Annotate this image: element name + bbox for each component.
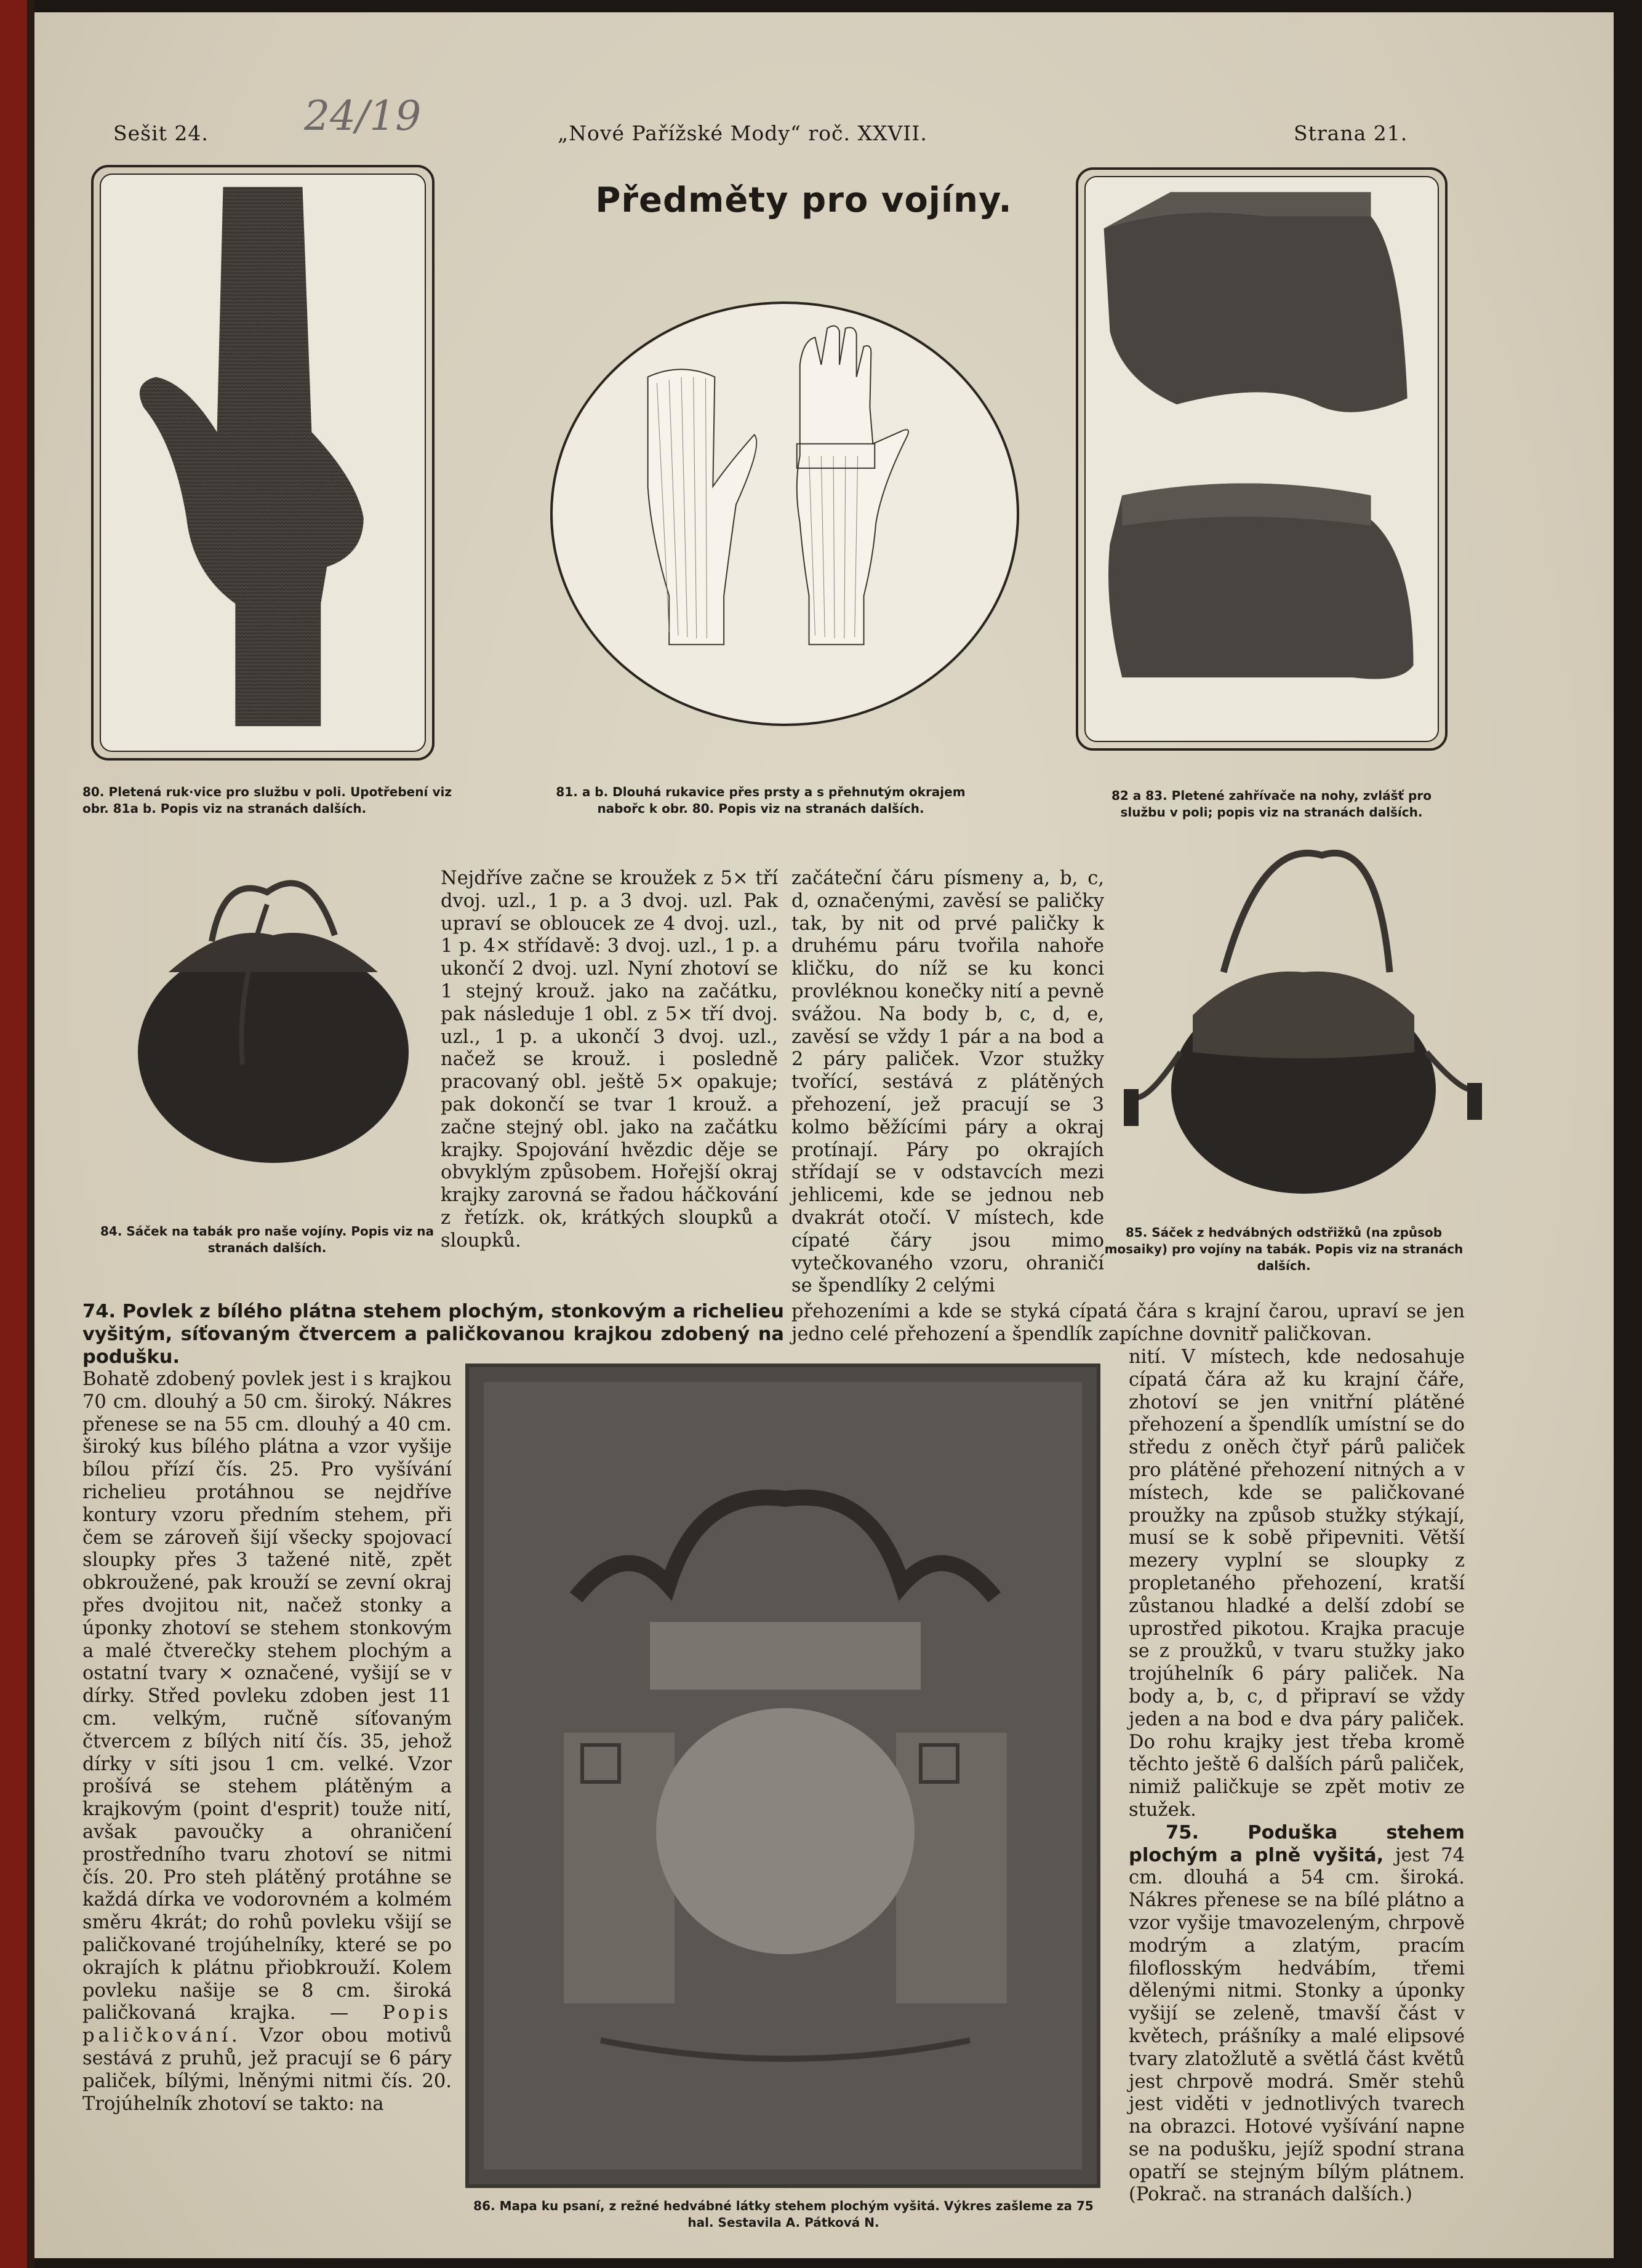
gloves-illustration <box>553 304 1017 724</box>
writing-folder-illustration <box>465 1364 1100 2188</box>
caption-fig-86: 86. Mapa ku psaní, z režné hedvábné látky stehem plochým vyšitá. Výkres zašleme za 75 hal. Sestavila A. Pátková N. <box>473 2198 1094 2230</box>
caption-fig-82-83: 82 a 83. Pletené zahřívače na nohy, zvlášť pro službu v poli; popis viz na stranách dalších. <box>1111 788 1432 820</box>
figure-86-photo <box>465 1364 1100 2188</box>
pencil-annotation: 24/19 <box>304 92 422 140</box>
text-column-right <box>1129 1346 1465 2206</box>
silk-pouch-85 <box>1119 831 1488 1206</box>
page-title: Předměty pro vojíny. <box>595 180 1012 220</box>
issue-number: Sešit 24. <box>113 121 209 145</box>
figure-82-83-frame <box>1076 167 1448 751</box>
section-74-title: 74. Povlek z bílého plátna stehem plochým, stonkovým a richelieu vyšitým, síťovaným čtvercem a paličkovanou krajkou zdobený na podušku. <box>82 1301 784 1368</box>
binding-shadow <box>27 0 34 2268</box>
page-number: Strana 21. <box>1294 121 1408 145</box>
caption-fig-84: 84. Sáček na tabák pro naše vojíny. Popis viz na stranách dalších. <box>100 1224 434 1255</box>
text-column-left <box>82 1368 452 2115</box>
tobacco-pouch-84 <box>113 868 433 1175</box>
magazine-page <box>34 12 1614 2258</box>
section-74-body: Bohatě zdobený povlek jest i s krajkou 70 cm. dlouhý a 50 cm. široký. Nákres přenese se na 55 cm. dlouhý a 40 cm. široký kus bílého plátna a vzor vyšije bílou přízí čís. 25. Pro vyšívání richelieu protáhnou se nejdříve kontury vzoru předním stehem, při čem se zároveň šijí všecky spojovací sloupky přes 3 tažené nitě, zpět obkroužené, pak krouží se zevní okraj přes dvojitou nit, načež stonky a úponky zhotoví se stehem stonkovým a malé čtverečky stehem plochým a ostatní tvary × označené, vyšijí se v dírky. Střed povleku zdoben jest 11 cm. velkým, ručně síťovaným čtvercem z bílých nití čís. 35, jehož dírky v síti jsou 1 cm. velké. Vzor prošívá se stehem plátěným a krajkovým (point d'esprit) touže nití, avšak pavoučky a ohraničení prostředního tvaru zhotoví se nitmi čís. 20. Pro steh plátěný protáhne se každá dírka ve vodorovném a kolmém směru 4krát; do rohů povleku všijí se paličkované trojúhelníky, které se po okrajích k plátnu přiobkrouží. Kolem povleku našije se 8 cm. široká paličkovaná krajka. — <box>82 1368 452 2024</box>
caption-fig-80: 80. Pletená ruk·vice pro službu v poli. Upotřebení viz obr. 81a b. Popis viz na stranách dalších. <box>82 785 452 816</box>
figure-81-circle <box>550 301 1019 726</box>
section-74-tail: Vzor obou motivů sestává z pruhů, jež pracují se 6 páry paliček, bílými, lněnými nitmi čís. 20. Trojúhelník zhotoví se takto: na <box>82 2025 452 2115</box>
caption-fig-81: 81. a b. Dlouhá rukavice přes prsty a s přehnutým okrajem nabořc k obr. 80. Popis viz na stranách dalších. <box>556 785 966 816</box>
text-wide-continuation: přehozeními a kde se styká cípatá čára s krajní čarou, upraví se jen jedno celé přehození a špendlík zapíchne dovnitř paličkovan. <box>791 1301 1465 1345</box>
section-74-heading <box>82 1301 784 1368</box>
figure-80-frame <box>91 165 435 761</box>
leg-warmers-illustration <box>1086 177 1438 741</box>
section-74-popis: Popis paličkování. <box>82 2002 452 2047</box>
section-75-body: jest 74 cm. dlouhá a 54 cm. široká. Nákres přenese se na bílé plátno a vzor vyšije tmavozeleným, chrpově modrým a zlatým, pracím filoflosským hedvábím, třemi dělenými nitmi. Stonky a úponky vyšijí se zeleně, tmavší část v květech, prášníky a malé elipsové tvary zlatožlutě a světlá část květů jest chrpově modrá. Směr stehů jest viděti v jednotlivých tvarech na obrazci. Hotové vyšívání napne se na podušku, jejíž spodní strana opatří se stejným bílým plátnem. (Pokrač. na stranách dalších.) <box>1129 1844 1465 2206</box>
magazine-title: „Nové Pařížské Mody“ roč. XXVII. <box>558 121 927 145</box>
caption-fig-85: 85. Sáček z hedvábných odstřižků (na způsob mosaiky) pro vojíny na tabák. Popis viz na stranách dalších. <box>1104 1225 1464 1273</box>
knitted-mitten-illustration <box>101 175 425 751</box>
text-column-mid-left: Nejdříve začne se kroužek z 5× tří dvoj. uzl., 1 p. a 3 dvoj. uzl. Pak upraví se obloucek ze 4 dvoj. uzl., 1 p. 4× střídavě: 3 dvoj. uzl., 1 p. a ukončí 2 dvoj. uzl. Nyní zhotoví se 1 stejný krouž. jako na začátku, pak následuje 1 obl. z 5× tří dvoj. uzl., 1 p. a ukončí 3 dvoj. uzl., načež se krouž. i posledně pracovaný obl. ještě 5× opakuje; pak dokončí se tvar 1 krouž. a začne stejný obl. jako na začátku krajky. Spojování hvězdic děje se obvyklým způsobem. Hořejší okraj krajky zarovná se řadou háčkování z řetízk. ok, krátkých sloupků a sloupků. <box>441 868 778 1252</box>
section-75-title: 75. Poduška stehem plochým a plně vyšitá, <box>1129 1821 1465 1866</box>
text-column-mid-right: začáteční čáru písmeny a, b, c, d, označenými, zavěsí se paličky tak, by nit od prvé paličky k druhému páru tvořila nahoře kličku, do níž se ku konci provléknou konečky nití a pevně svážou. Na body b, c, d, e, zavěsí se vždy 1 pár a na bod a 2 páry paliček. Vzor stužky tvořící, sestává z plátěných přehození, jež pracují se 3 kolmo běžícími páry a okraj protínají. Páry po okrajích střídají se v odstavcích mezi jehlicemi, kde se jednou neb dvakrát otočí. V místech, kde cípaté čáry jsou mimo vytečkovaného vzoru, ohraničí se špendlíky 2 celými <box>791 868 1104 1297</box>
right-body: nití. V místech, kde nedosahuje cípatá čára až ku krajní čáře, zhotoví se jen vnitřní plátěné přehození a špendlík umístní se do středu z oněch čtyř párů paliček pro plátěné přehození nitných a v místech, kde se paličkované proužky na způsob stužky stýkají, musí se k sobě připevniti. Větší mezery vyplní se sloupky z propletaného přehození, kratší zůstanou hladké a delší zdobí se uprostřed pikotou. Krajka pracuje se z proužků, v tvaru stužky jako trojúhelník 6 páry paliček. Na body a, b, c, d připraví se vždy jeden a na bod e dva páry paliček. Do rohu krajky jest třeba kromě těchto ještě 6 dalších párů paliček, nimiž paličkuje se zpět motiv ze stužek. <box>1129 1346 1465 1821</box>
